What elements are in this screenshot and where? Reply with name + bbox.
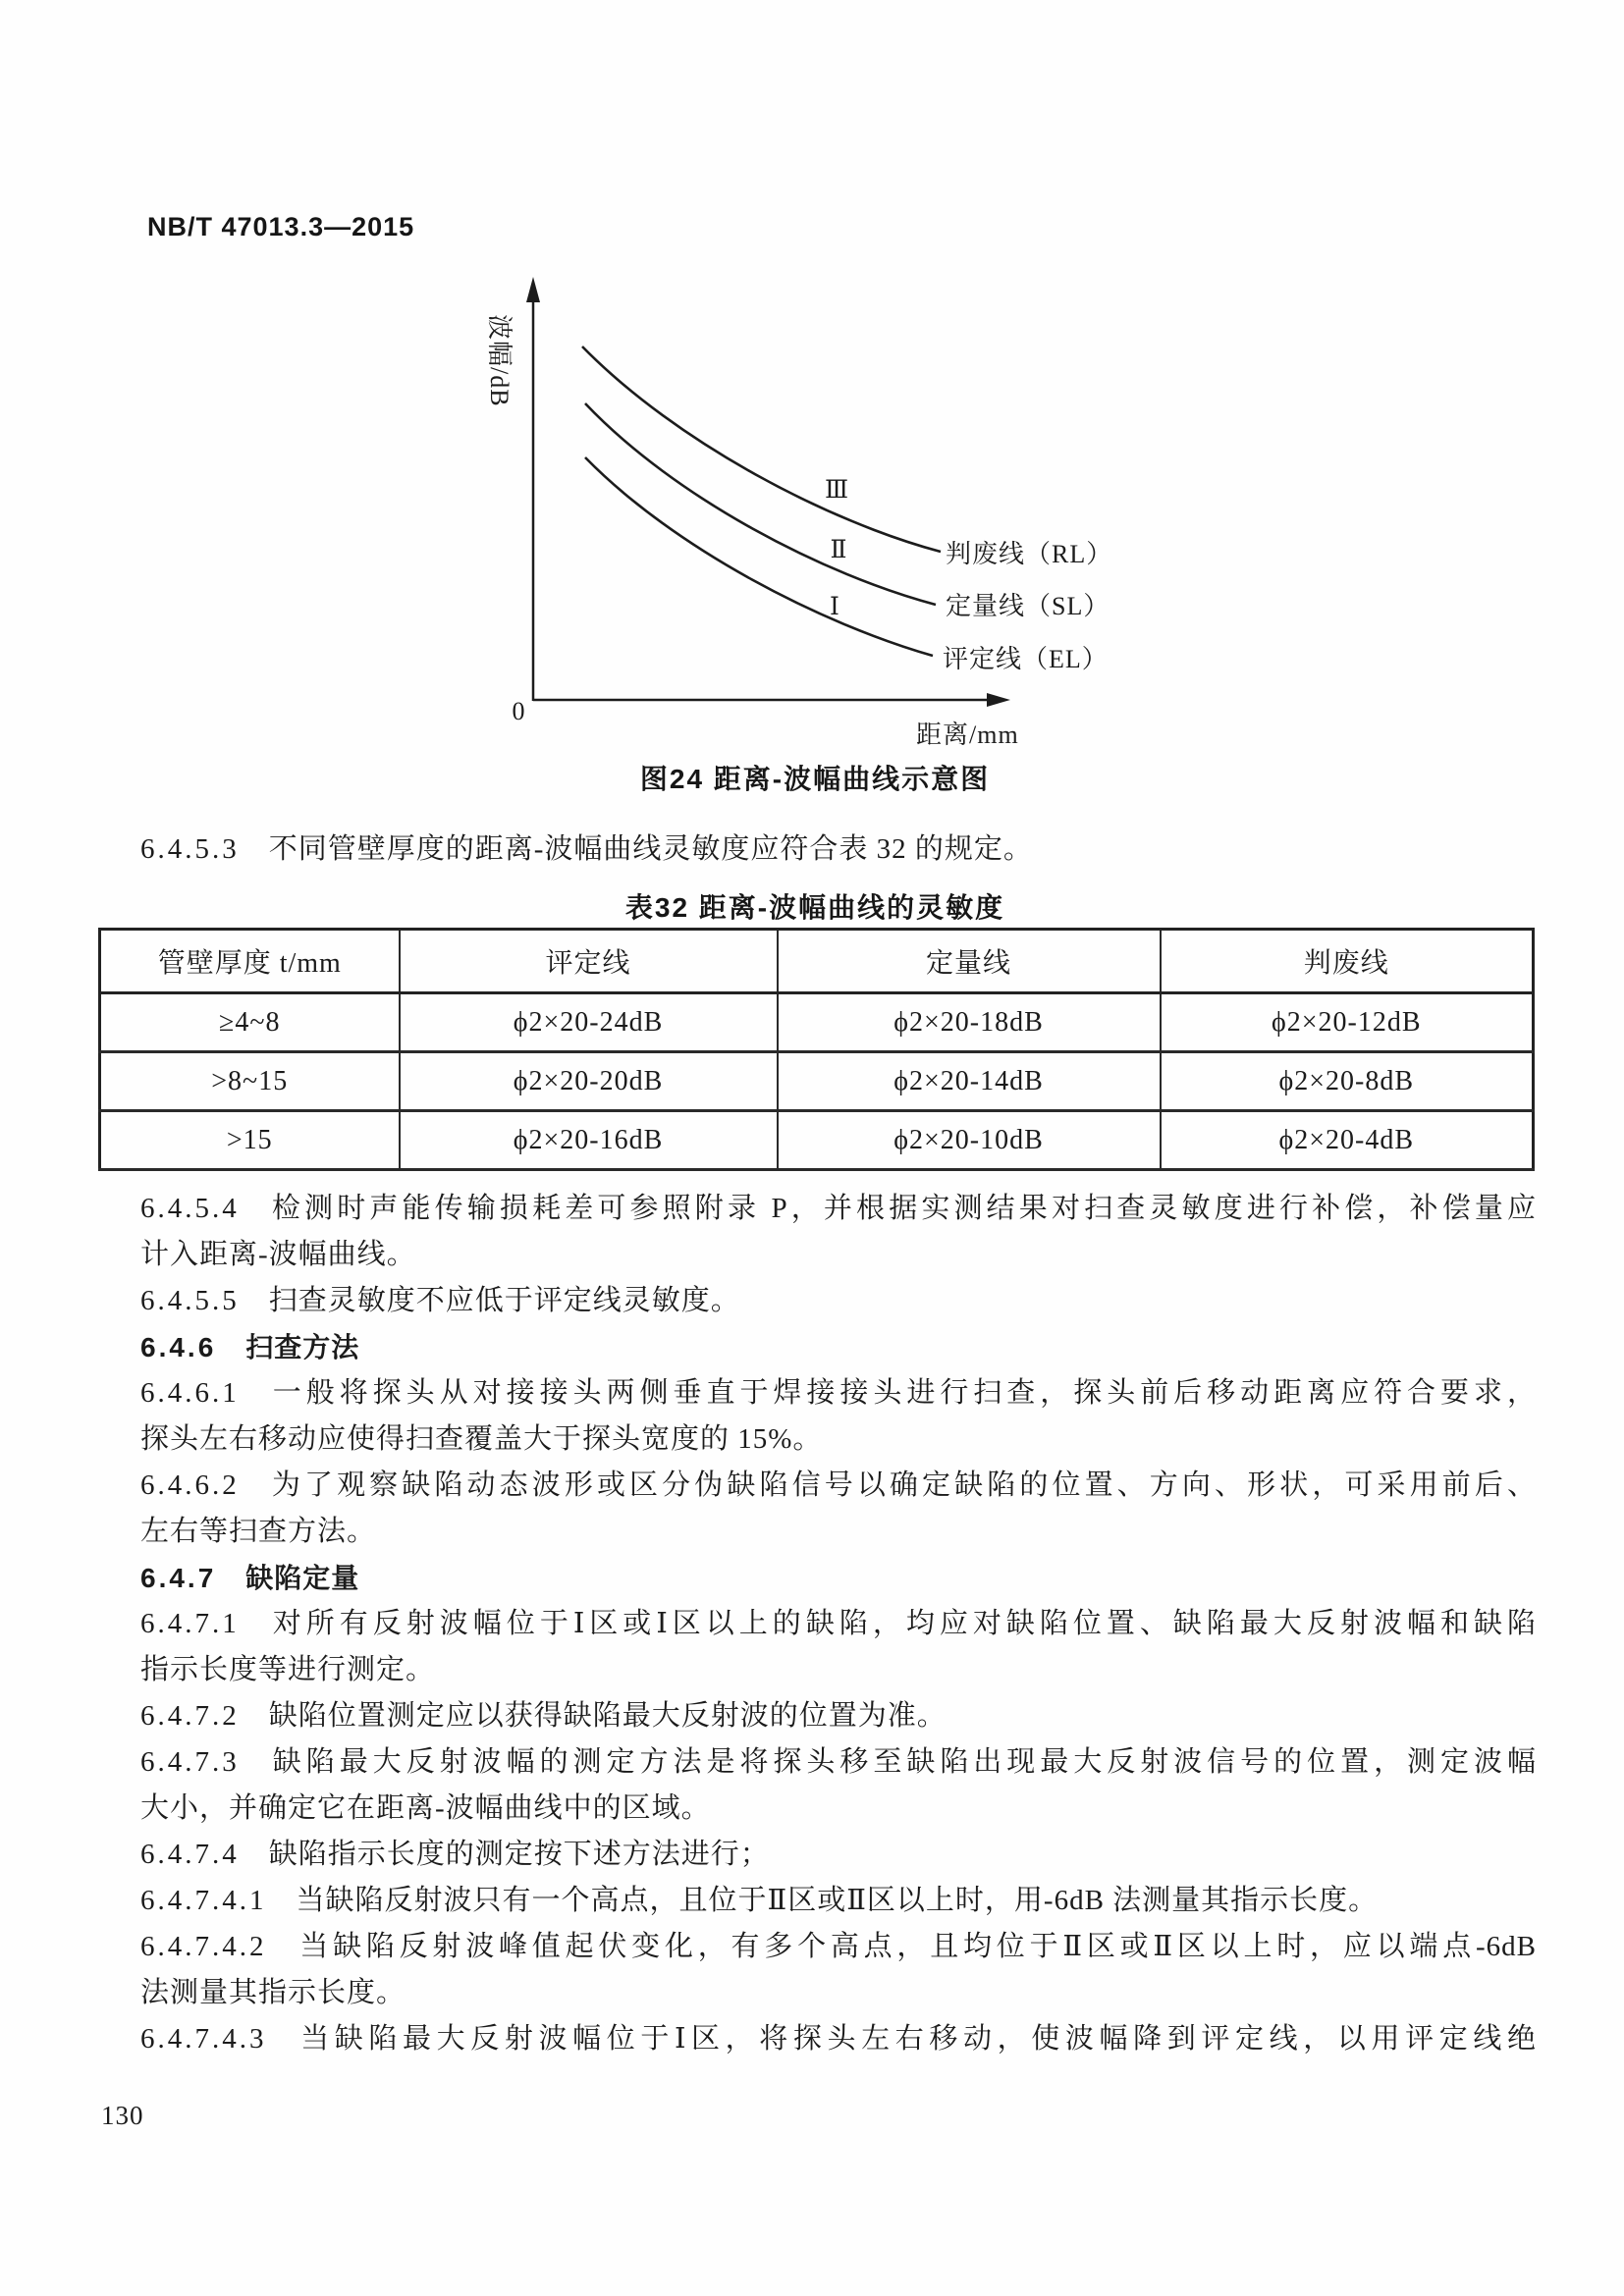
table-cell: >15: [100, 1111, 400, 1170]
table-header-quantify: 定量线: [778, 930, 1161, 993]
body-line-heading: 6.4.7 缺陷定量: [140, 1563, 360, 1593]
table-cell: ϕ2×20-16dB: [400, 1111, 778, 1170]
table-caption: 表32 距离-波幅曲线的灵敏度: [624, 892, 1005, 923]
sensitivity-table: [98, 928, 1535, 1171]
table-header-row: [100, 930, 1534, 993]
x-axis-label: 距离/mm: [916, 721, 1019, 749]
table-cell: ϕ2×20-8dB: [1161, 1052, 1534, 1111]
body-line: 6.4.5.4 检测时声能传输损耗差可参照附录 P，并根据实测结果对扫查灵敏度进行补偿，补偿量应: [140, 1193, 1537, 1224]
x-axis-arrow-icon: [987, 693, 1010, 707]
zone-label-III: Ⅲ: [824, 477, 849, 504]
body-line: 法测量其指示长度。: [140, 1977, 406, 2008]
body-line: 6.4.7.4 缺陷指示长度的测定按下述方法进行；: [140, 1839, 770, 1870]
body-line: 计入距离-波幅曲线。: [140, 1239, 416, 1270]
page-number: 130: [101, 2101, 144, 2130]
body-line: 6.4.5.5 扫查灵敏度不应低于评定线灵敏度。: [140, 1285, 740, 1316]
table-row: [100, 1052, 1534, 1111]
body-line: 左右等扫查方法。: [140, 1516, 377, 1547]
body-line: 6.4.7.4.3 当缺陷最大反射波幅位于Ⅰ区，将探头左右移动，使波幅降到评定线，以用评定线绝: [140, 2023, 1537, 2055]
body-text: [140, 1186, 1537, 2062]
curve-label-reject: 判废线（RL）: [946, 540, 1113, 568]
table-cell: ϕ2×20-12dB: [1161, 993, 1534, 1052]
table-cell: ϕ2×20-18dB: [778, 993, 1161, 1052]
figure-caption: 图24 距离-波幅曲线示意图: [639, 764, 991, 794]
body-line: 6.4.7.3 缺陷最大反射波幅的测定方法是将探头移至缺陷出现最大反射波信号的位置，测定波幅: [140, 1746, 1537, 1778]
curve-label-quantify: 定量线（SL）: [946, 592, 1110, 620]
curve-evaluate-line: [585, 457, 933, 656]
table-cell: >8~15: [100, 1052, 400, 1111]
clause-number: 6.4.5.3: [140, 833, 240, 865]
table-header-thickness: 管壁厚度 t/mm: [100, 930, 400, 993]
table-cell: ϕ2×20-14dB: [778, 1052, 1161, 1111]
curve-label-evaluate: 评定线（EL）: [943, 645, 1109, 673]
body-line: 大小，并确定它在距离-波幅曲线中的区域。: [140, 1792, 711, 1824]
body-line: 6.4.7.4.1 当缺陷反射波只有一个高点，且位于Ⅱ区或Ⅱ区以上时，用-6dB 法测量其指示长度。: [140, 1885, 1379, 1916]
table-header-evaluate: 评定线: [400, 930, 778, 993]
body-line: 6.4.7.1 对所有反射波幅位于Ⅰ区或Ⅰ区以上的缺陷，均应对缺陷位置、缺陷最大反射波幅和缺陷: [140, 1608, 1537, 1639]
body-line: 探头左右移动应使得扫查覆盖大于探头宽度的 15%。: [140, 1423, 823, 1455]
body-line: 6.4.7.2 缺陷位置测定应以获得缺陷最大反射波的位置为准。: [140, 1700, 947, 1732]
body-line: 6.4.6.1 一般将探头从对接接头两侧垂直于焊接接头进行扫查，探头前后移动距离应符合要求，: [140, 1377, 1537, 1409]
table-cell: ϕ2×20-4dB: [1161, 1111, 1534, 1170]
clause-text: 不同管壁厚度的距离-波幅曲线灵敏度应符合表 32 的规定。: [268, 833, 1033, 865]
body-line: 6.4.7.4.2 当缺陷反射波峰值起伏变化，有多个高点，且均位于Ⅱ区或Ⅱ区以上时，应以端点-6dB: [140, 1931, 1537, 1962]
figure-24-chart: [432, 265, 1178, 756]
clause-6-4-5-3: [140, 827, 1537, 867]
standard-number-header: NB/T 47013.3—2015: [147, 212, 415, 241]
table-cell: ≥4~8: [100, 993, 400, 1052]
table-cell: ϕ2×20-10dB: [778, 1111, 1161, 1170]
table-cell: ϕ2×20-24dB: [400, 993, 778, 1052]
origin-label: 0: [512, 697, 525, 725]
y-axis-arrow-icon: [526, 277, 540, 302]
body-line-heading: 6.4.6 扫查方法: [140, 1332, 360, 1362]
table-cell: ϕ2×20-20dB: [400, 1052, 778, 1111]
y-axis-label: 波幅/dB: [485, 314, 514, 407]
table-header-reject: 判废线: [1161, 930, 1534, 993]
body-line: 指示长度等进行测定。: [140, 1654, 436, 1685]
table-row: [100, 1111, 1534, 1170]
zone-label-II: Ⅱ: [830, 537, 847, 563]
zone-label-I: Ⅰ: [830, 594, 839, 620]
body-line: 6.4.6.2 为了观察缺陷动态波形或区分伪缺陷信号以确定缺陷的位置、方向、形状，可采用前后、: [140, 1469, 1537, 1501]
table-row: [100, 993, 1534, 1052]
